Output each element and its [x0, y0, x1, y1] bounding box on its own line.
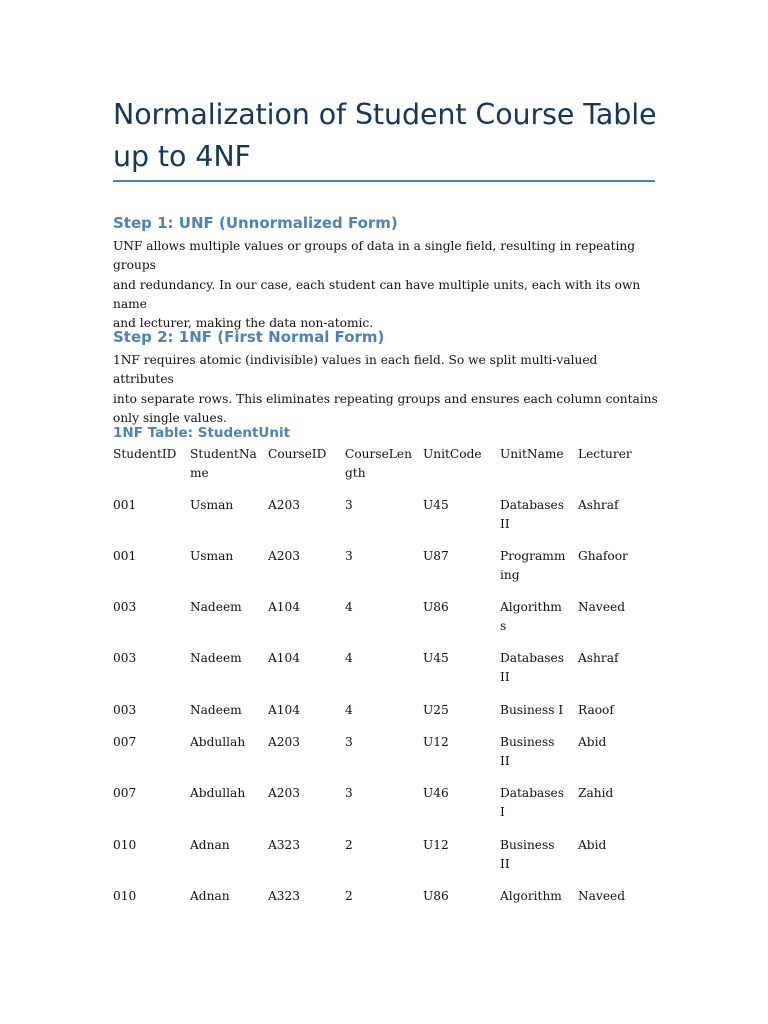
table-cell — [113, 649, 185, 668]
cell-text-line: A203 — [268, 786, 301, 800]
cell-text-line: Ghafoor — [578, 549, 628, 563]
cell-text-line: me — [190, 466, 209, 480]
table-cell — [423, 733, 495, 752]
table-cell — [500, 547, 572, 585]
table-cell — [500, 496, 572, 534]
cell-text-line: Raoof — [578, 703, 614, 717]
cell-text-line: II — [500, 857, 510, 871]
cell-text-line: II — [500, 670, 510, 684]
cell-text-line: U86 — [423, 600, 449, 614]
table-cell — [345, 784, 417, 803]
cell-text-line: A323 — [268, 838, 301, 852]
table-cell — [190, 701, 262, 720]
document-title: Normalization of Student Course Table up to 4NF — [113, 98, 657, 173]
table-cell — [423, 598, 495, 617]
cell-text-line: A104 — [268, 600, 301, 614]
table-header-row — [113, 445, 663, 485]
cell-text-line: U87 — [423, 549, 449, 563]
table-cell — [190, 649, 262, 668]
table-cell — [578, 496, 650, 515]
cell-text-line: 3 — [345, 549, 353, 563]
table-cell — [268, 547, 340, 566]
cell-text-line: Databases — [500, 786, 564, 800]
table-cell — [345, 836, 417, 855]
cell-text-line: Usman — [190, 498, 234, 512]
table-cell — [345, 701, 417, 720]
table-cell — [500, 598, 572, 636]
cell-text-line: A203 — [268, 549, 301, 563]
table-header-cell — [268, 445, 340, 464]
table-cell — [113, 784, 185, 803]
table-cell — [268, 701, 340, 720]
table-heading: 1NF Table: StudentUnit — [113, 425, 291, 441]
cell-text-line: U46 — [423, 786, 449, 800]
table-row — [113, 496, 663, 536]
cell-text-line: Usman — [190, 549, 234, 563]
cell-text-line: II — [500, 754, 510, 768]
cell-text-line: Lecturer — [578, 447, 632, 461]
table-header-cell — [423, 445, 495, 464]
cell-text-line: Databases — [500, 651, 564, 665]
table-cell — [423, 547, 495, 566]
cell-text-line: II — [500, 517, 510, 531]
cell-text-line: Naveed — [578, 600, 626, 614]
table-cell — [578, 784, 650, 803]
table-cell — [500, 649, 572, 687]
cell-text-line: Ashraf — [578, 651, 619, 665]
cell-text-line: 3 — [345, 498, 353, 512]
table-header-cell — [345, 445, 417, 483]
table-cell — [345, 598, 417, 617]
step2-line: only single values. — [113, 410, 227, 425]
cell-text-line: Business I — [500, 703, 564, 717]
table-cell — [268, 733, 340, 752]
cell-text-line: CourseLen — [345, 447, 412, 461]
table-cell — [190, 836, 262, 855]
cell-text-line: 003 — [113, 703, 137, 717]
cell-text-line: Nadeem — [190, 651, 242, 665]
step1-heading: Step 1: UNF (Unnormalized Form) — [113, 214, 398, 232]
table-cell — [578, 887, 650, 906]
table-cell — [190, 887, 262, 906]
cell-text-line: U12 — [423, 735, 449, 749]
cell-text-line: A203 — [268, 498, 301, 512]
cell-text-line: Zahid — [578, 786, 614, 800]
table-cell — [578, 649, 650, 668]
cell-text-line: 2 — [345, 889, 353, 903]
cell-text-line: Abdullah — [190, 735, 246, 749]
table-cell — [500, 733, 572, 771]
cell-text-line: Adnan — [190, 889, 230, 903]
table-row — [113, 836, 663, 876]
table-cell — [345, 649, 417, 668]
table-cell — [578, 598, 650, 617]
cell-text-line: Adnan — [190, 838, 230, 852]
cell-text-line: Business — [500, 838, 555, 852]
cell-text-line: Algorithm — [500, 600, 562, 614]
cell-text-line: Abid — [578, 735, 607, 749]
table-row — [113, 649, 663, 689]
step2-line: 1NF requires atomic (indivisible) values in each field. So we split multi-valued attributes — [113, 353, 598, 387]
table-cell — [345, 887, 417, 906]
table-cell — [268, 784, 340, 803]
cell-text-line: StudentNa — [190, 447, 257, 461]
table-row — [113, 547, 663, 587]
table-row — [113, 784, 663, 824]
cell-text-line: Naveed — [578, 889, 626, 903]
cell-text-line: 007 — [113, 786, 137, 800]
table-cell — [113, 598, 185, 617]
table-header-cell — [500, 445, 572, 464]
cell-text-line: 007 — [113, 735, 137, 749]
table-cell — [423, 649, 495, 668]
cell-text-line: 003 — [113, 600, 137, 614]
step1-paragraph — [113, 237, 661, 333]
table-header-cell — [190, 445, 262, 483]
table-cell — [190, 733, 262, 752]
title-underline — [113, 180, 655, 182]
table-cell — [500, 887, 572, 906]
table-cell — [500, 784, 572, 822]
cell-text-line: A104 — [268, 651, 301, 665]
cell-text-line: U25 — [423, 703, 449, 717]
step2-paragraph — [113, 351, 661, 428]
table-header-cell — [113, 445, 185, 464]
table-cell — [578, 701, 650, 720]
cell-text-line: Ashraf — [578, 498, 619, 512]
table-cell — [345, 547, 417, 566]
table-cell — [423, 784, 495, 803]
table-cell — [500, 701, 572, 720]
cell-text-line: A104 — [268, 703, 301, 717]
cell-text-line: Abid — [578, 838, 607, 852]
cell-text-line: Nadeem — [190, 600, 242, 614]
table-cell — [578, 547, 650, 566]
cell-text-line: I — [500, 805, 505, 819]
cell-text-line: 3 — [345, 786, 353, 800]
cell-text-line: U12 — [423, 838, 449, 852]
cell-text-line: CourseID — [268, 447, 327, 461]
cell-text-line: Abdullah — [190, 786, 246, 800]
table-cell — [113, 701, 185, 720]
cell-text-line: Nadeem — [190, 703, 242, 717]
cell-text-line: Programm — [500, 549, 566, 563]
cell-text-line: StudentID — [113, 447, 177, 461]
cell-text-line: 003 — [113, 651, 137, 665]
step1-line: and redundancy. In our case, each student can have multiple units, each with its own name — [113, 277, 641, 311]
table-cell — [190, 598, 262, 617]
cell-text-line: 4 — [345, 600, 353, 614]
table-cell — [113, 887, 185, 906]
table-row — [113, 598, 663, 638]
cell-text-line: 4 — [345, 651, 353, 665]
cell-text-line: 3 — [345, 735, 353, 749]
table-cell — [268, 887, 340, 906]
cell-text-line: U86 — [423, 889, 449, 903]
cell-text-line: 4 — [345, 703, 353, 717]
table-cell — [578, 836, 650, 855]
table-cell — [113, 547, 185, 566]
table-cell — [113, 733, 185, 752]
cell-text-line: U45 — [423, 651, 449, 665]
table-cell — [423, 836, 495, 855]
cell-text-line: s — [500, 619, 507, 633]
step2-line: into separate rows. This eliminates repeating groups and ensures each column contains — [113, 391, 658, 406]
cell-text-line: ing — [500, 568, 520, 582]
table-cell — [268, 496, 340, 515]
cell-text-line: 010 — [113, 838, 137, 852]
cell-text-line: 2 — [345, 838, 353, 852]
cell-text-line: UnitCode — [423, 447, 482, 461]
cell-text-line: gth — [345, 466, 366, 480]
cell-text-line: A203 — [268, 735, 301, 749]
table-cell — [345, 496, 417, 515]
table-cell — [500, 836, 572, 874]
cell-text-line: Databases — [500, 498, 564, 512]
table-cell — [190, 784, 262, 803]
table-cell — [113, 496, 185, 515]
table-cell — [268, 836, 340, 855]
cell-text-line: A323 — [268, 889, 301, 903]
cell-text-line: 001 — [113, 498, 137, 512]
table-cell — [190, 547, 262, 566]
cell-text-line: 001 — [113, 549, 137, 563]
table-cell — [268, 598, 340, 617]
cell-text-line: U45 — [423, 498, 449, 512]
cell-text-line: UnitName — [500, 447, 564, 461]
step2-heading: Step 2: 1NF (First Normal Form) — [113, 328, 385, 346]
table-cell — [578, 733, 650, 752]
table-cell — [423, 496, 495, 515]
cell-text-line: Algorithm — [500, 889, 562, 903]
table-cell — [423, 887, 495, 906]
table-cell — [268, 649, 340, 668]
table-header-cell — [578, 445, 650, 464]
step1-line: and lecturer, making the data non-atomic. — [113, 316, 374, 331]
table-row — [113, 887, 663, 927]
table-cell — [190, 496, 262, 515]
cell-text-line: 010 — [113, 889, 137, 903]
table-row — [113, 733, 663, 773]
table-cell — [423, 701, 495, 720]
step1-line: UNF allows multiple values or groups of data in a single field, resulting in repeating groups — [113, 239, 636, 273]
cell-text-line: Business — [500, 735, 555, 749]
table-cell — [113, 836, 185, 855]
table-cell — [345, 733, 417, 752]
